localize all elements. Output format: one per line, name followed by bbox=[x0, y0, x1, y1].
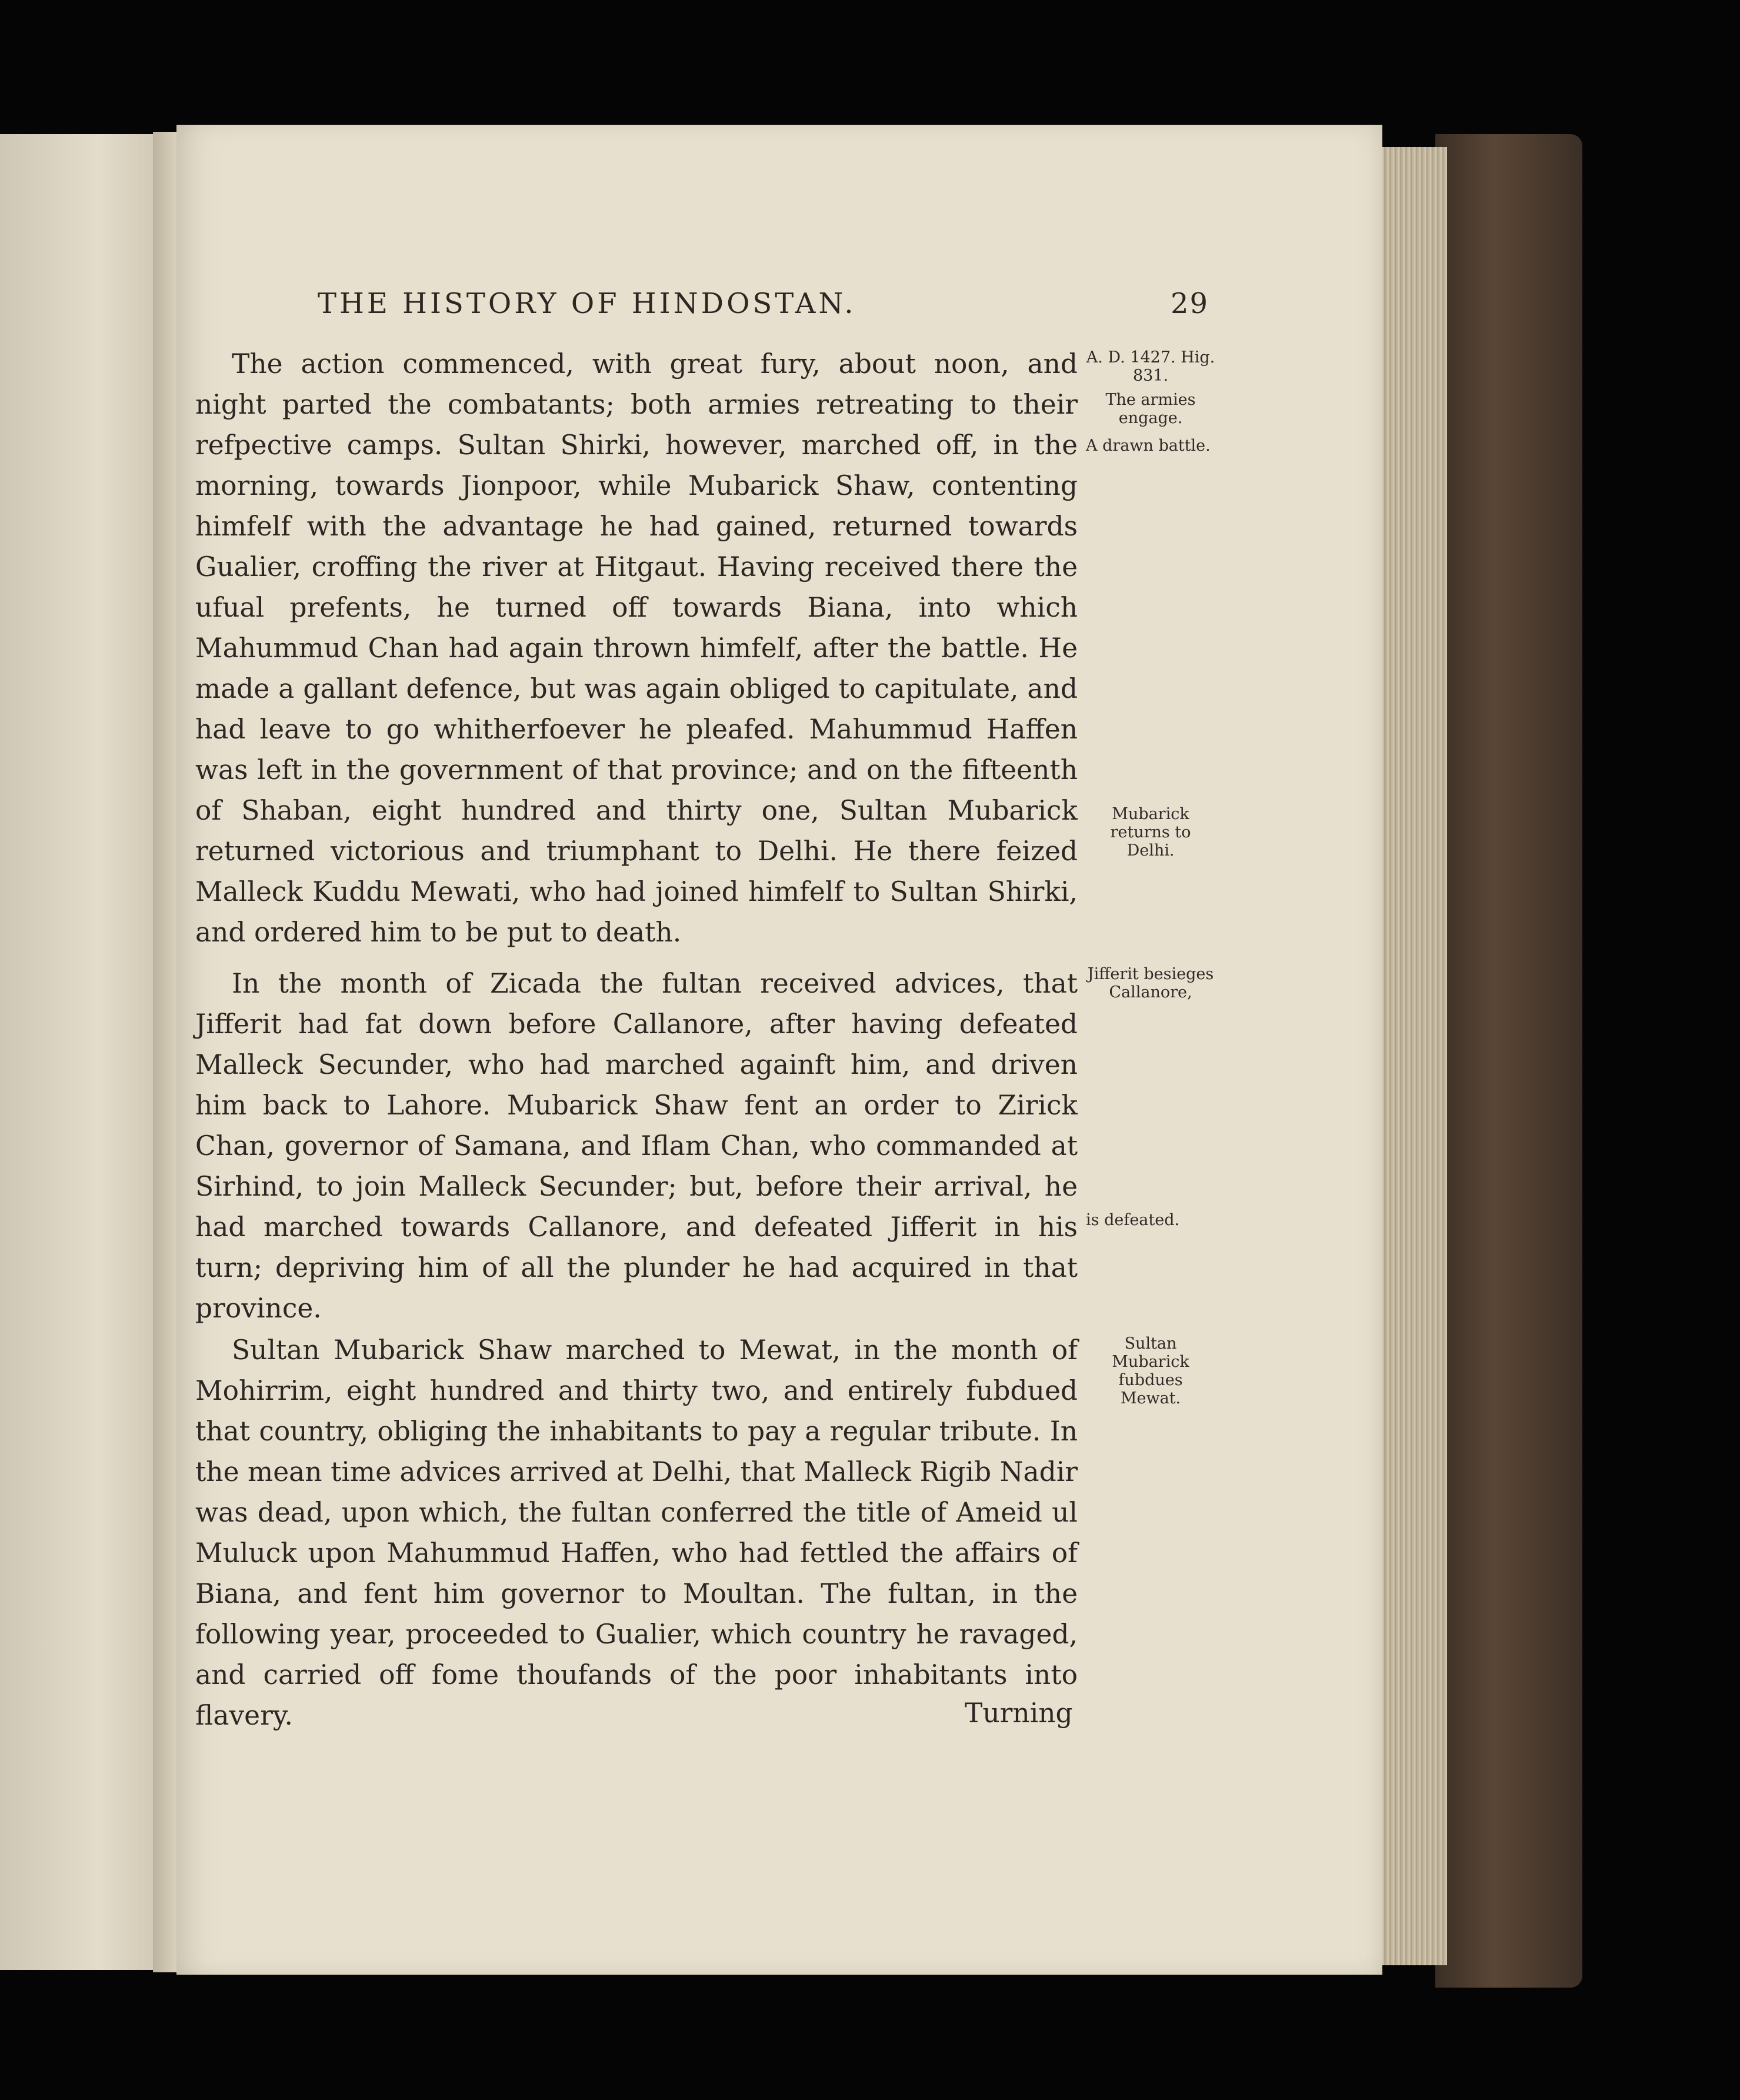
book-cover bbox=[1435, 134, 1582, 1988]
margin-note-date: A. D. 1427. Hig. 831. bbox=[1086, 348, 1215, 385]
margin-note: The armies engage. bbox=[1105, 391, 1196, 427]
running-head: THE HISTORY OF HINDOSTAN. bbox=[318, 287, 856, 320]
margin-note: Jifferit besieges Callanore, bbox=[1087, 965, 1214, 1001]
body-paragraph: The action commenced, with great fury, about noon, and night parted the combatants; both armies retreating to their refpective camps. Sultan Shirki, however, marched off, in the morning, towards Jionpoor, while Mubarick Shaw, contenting himfelf with the advantage he had gained, returned towards Gualier, croffing the river at Hitgaut. Having received there the ufual prefents, he turned off towards Biana, into which Mahummud Chan had again thrown himfelf, after the battle. He made a gallant defence, but was again obliged to capitulate, and had leave to go whitherfoever he pleafed. Mahummud Haffen was left in the government of that province; and on the fifteenth of Shaban, eight hundred and thirty one, Sultan Mubarick returned victorious and triumphant to Delhi. He there feized Malleck Kuddu Mewati, who had joined himfelf to Sultan Shirki, and ordered him to be put to death. bbox=[195, 348, 1078, 948]
body-paragraph: Sultan Mubarick Shaw marched to Mewat, in the month of Mohirrim, eight hundred and thirty two, and entirely fubdued that country, obliging the inhabitants to pay a regular tribute. In the mean time advices arrived at Delhi, that Malleck Rigib Nadir was dead, upon which, the fultan conferred the title of Ameid ul Muluck upon Mahummud Haffen, who had fettled the affairs of Biana, and fent him governor to Moultan. The fultan, in the following year, proceeded to Gualier, which country he ravaged, and carried off fome thoufands of the poor inhabitants into flavery. bbox=[195, 1334, 1078, 1731]
margin-note: Sultan Mubarick fubdues Mewat. bbox=[1112, 1334, 1189, 1407]
body-paragraph: In the month of Zicada the fultan received advices, that Jifferit had fat down before Callanore, after having defeated Malleck Secunder, who had marched againft him, and driven him back to Lahore. Mubarick Shaw fent an order to Zirick Chan, governor of Samana, and Iflam Chan, who commanded at Sirhind, to join Malleck Secunder; but, before their arrival, he had marched towards Callanore, and defeated Jifferit in his turn; depriving him of all the plunder he had acquired in that province. bbox=[195, 968, 1078, 1324]
catchword: Turning bbox=[965, 1698, 1073, 1729]
margin-note: A drawn battle. bbox=[1086, 437, 1211, 455]
margin-note: Mubarick returns to Delhi. bbox=[1110, 805, 1191, 860]
margin-note: is defeated. bbox=[1086, 1211, 1180, 1229]
page-number: 29 bbox=[1171, 287, 1209, 320]
left-page-edge bbox=[0, 134, 165, 1970]
